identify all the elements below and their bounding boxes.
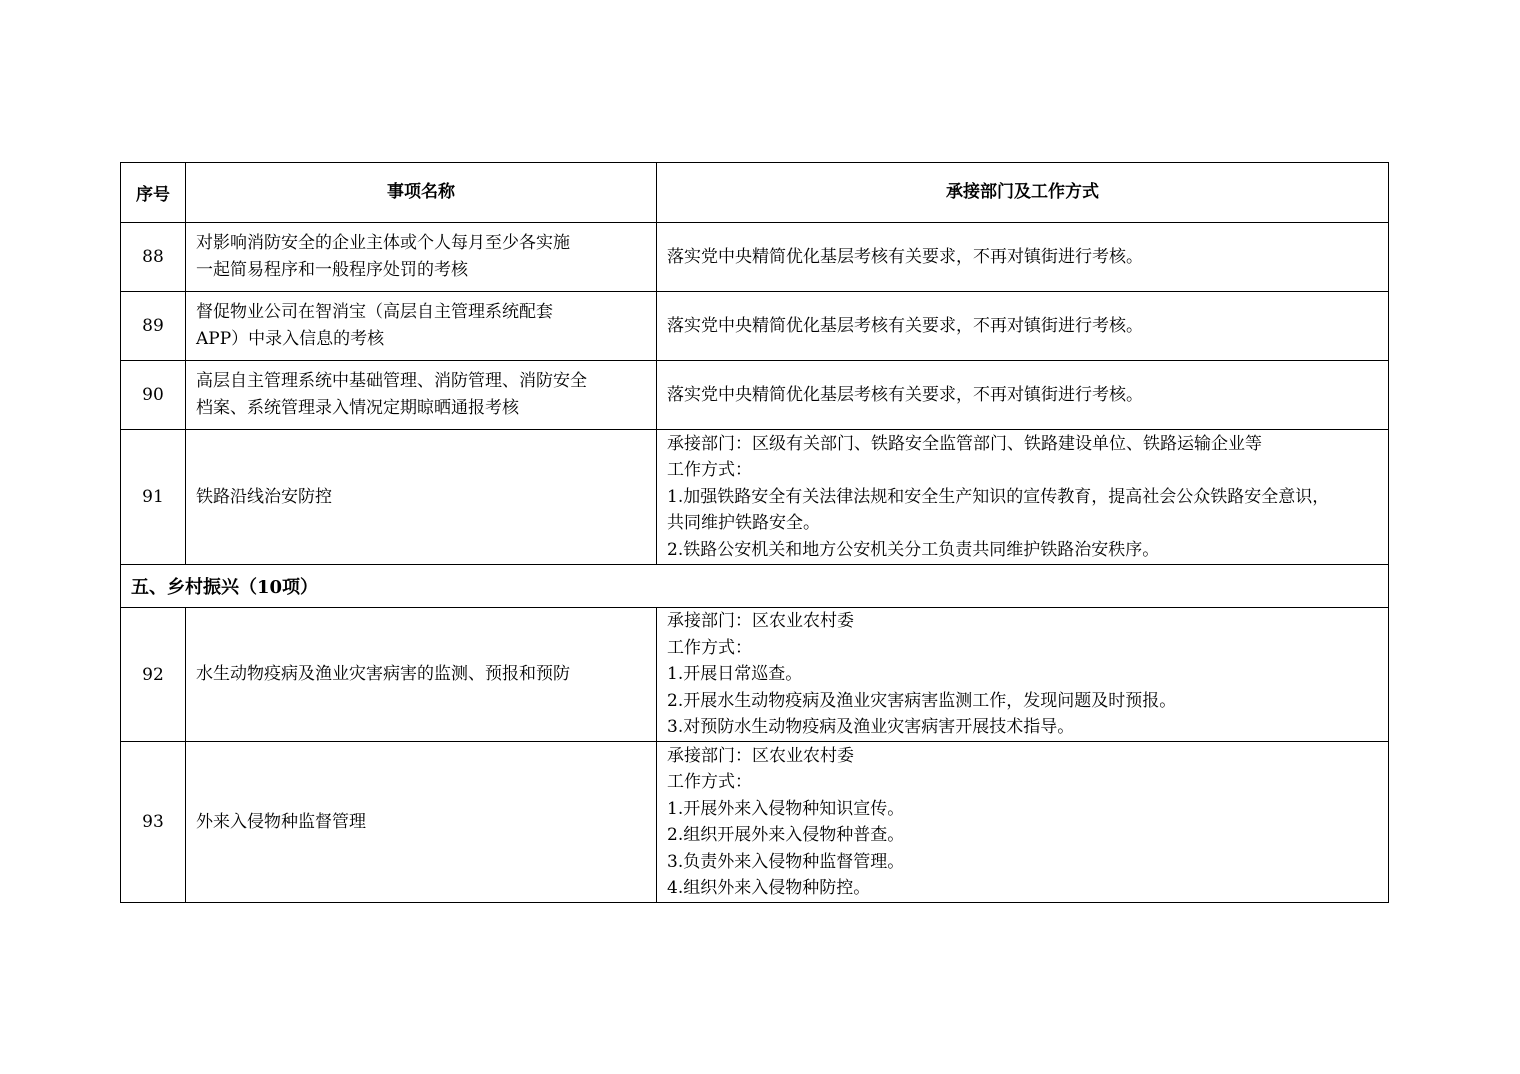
- row-method-line: 落实党中央精简优化基层考核有关要求，不再对镇街进行考核。: [667, 315, 1143, 336]
- row-name-line: 一起简易程序和一般程序处罚的考核: [196, 260, 468, 280]
- row-name: [186, 608, 657, 742]
- row-method-line: 承接部门：区农业农村委: [667, 745, 854, 766]
- row-method: [657, 608, 1389, 742]
- row-method-line: 落实党中央精简优化基层考核有关要求，不再对镇街进行考核。: [667, 246, 1143, 267]
- table-row: [121, 223, 1389, 292]
- row-method: [657, 361, 1389, 430]
- row-name: [186, 430, 657, 565]
- row-num: 92: [121, 608, 186, 742]
- row-method-line: 工作方式：: [667, 637, 752, 658]
- row-num: 90: [121, 361, 186, 430]
- items-table: [120, 162, 1389, 903]
- row-num: 91: [121, 430, 186, 565]
- row-num: 89: [121, 292, 186, 361]
- row-method-line: 1.开展外来入侵物种知识宣传。: [667, 798, 905, 819]
- row-name: [186, 292, 657, 361]
- row-method-line: 2.开展水生动物疫病及渔业灾害病害监测工作，发现问题及时预报。: [667, 690, 1177, 711]
- row-name-line: 档案、系统管理录入情况定期晾晒通报考核: [196, 398, 519, 418]
- row-method-line: 工作方式：: [667, 772, 752, 792]
- row-method-line: 承接部门：区级有关部门、铁路安全监管部门、铁路建设单位、铁路运输企业等: [667, 433, 1262, 454]
- table-row: [121, 742, 1389, 903]
- row-method-line: 2.组织开展外来入侵物种普查。: [667, 825, 905, 845]
- row-method-line: 落实党中央精简优化基层考核有关要求，不再对镇街进行考核。: [667, 384, 1143, 405]
- table-header-row: [121, 163, 1389, 223]
- row-name-line: APP）中录入信息的考核: [196, 329, 385, 349]
- row-method-line: 3.负责外来入侵物种监督管理。: [667, 851, 905, 872]
- row-method-line: 工作方式：: [667, 460, 752, 481]
- row-method: [657, 430, 1389, 565]
- row-method: [657, 742, 1389, 903]
- table-row: [121, 292, 1389, 361]
- header-method: 承接部门及工作方式: [657, 163, 1389, 223]
- row-name-line: 对影响消防安全的企业主体或个人每月至少各实施: [196, 233, 570, 253]
- row-name: [186, 361, 657, 430]
- row-method: [657, 292, 1389, 361]
- row-method-line: 4.组织外来入侵物种防控。: [667, 878, 871, 898]
- row-method-line: 2.铁路公安机关和地方公安机关分工负责共同维护铁路治安秩序。: [667, 539, 1160, 560]
- section-title: 五、乡村振兴（10项）: [121, 565, 1389, 608]
- row-name-line: 高层自主管理系统中基础管理、消防管理、消防安全: [196, 371, 587, 391]
- header-num: 序号: [121, 163, 186, 223]
- row-name: [186, 223, 657, 292]
- row-method-line: 3.对预防水生动物疫病及渔业灾害病害开展技术指导。: [667, 717, 1075, 738]
- section-row: [121, 565, 1389, 608]
- header-name: 事项名称: [186, 163, 657, 223]
- row-method-line: 1.加强铁路安全有关法律法规和安全生产知识的宣传教育，提高社会公众铁路安全意识，: [667, 486, 1330, 507]
- row-method: [657, 223, 1389, 292]
- row-method-line: 承接部门：区农业农村委: [667, 611, 854, 632]
- row-num: 93: [121, 742, 186, 903]
- row-name-line: 督促物业公司在智消宝（高层自主管理系统配套: [196, 302, 553, 322]
- row-num: 88: [121, 223, 186, 292]
- row-name-line: 水生动物疫病及渔业灾害病害的监测、预报和预防: [196, 664, 570, 684]
- table-row: [121, 361, 1389, 430]
- table-row: [121, 430, 1389, 565]
- row-method-line: 1.开展日常巡查。: [667, 664, 803, 685]
- row-name: [186, 742, 657, 903]
- table-row: [121, 608, 1389, 742]
- row-name-line: 外来入侵物种监督管理: [196, 811, 366, 832]
- row-name-line: 铁路沿线治安防控: [196, 486, 332, 507]
- row-method-line: 共同维护铁路安全。: [667, 513, 820, 534]
